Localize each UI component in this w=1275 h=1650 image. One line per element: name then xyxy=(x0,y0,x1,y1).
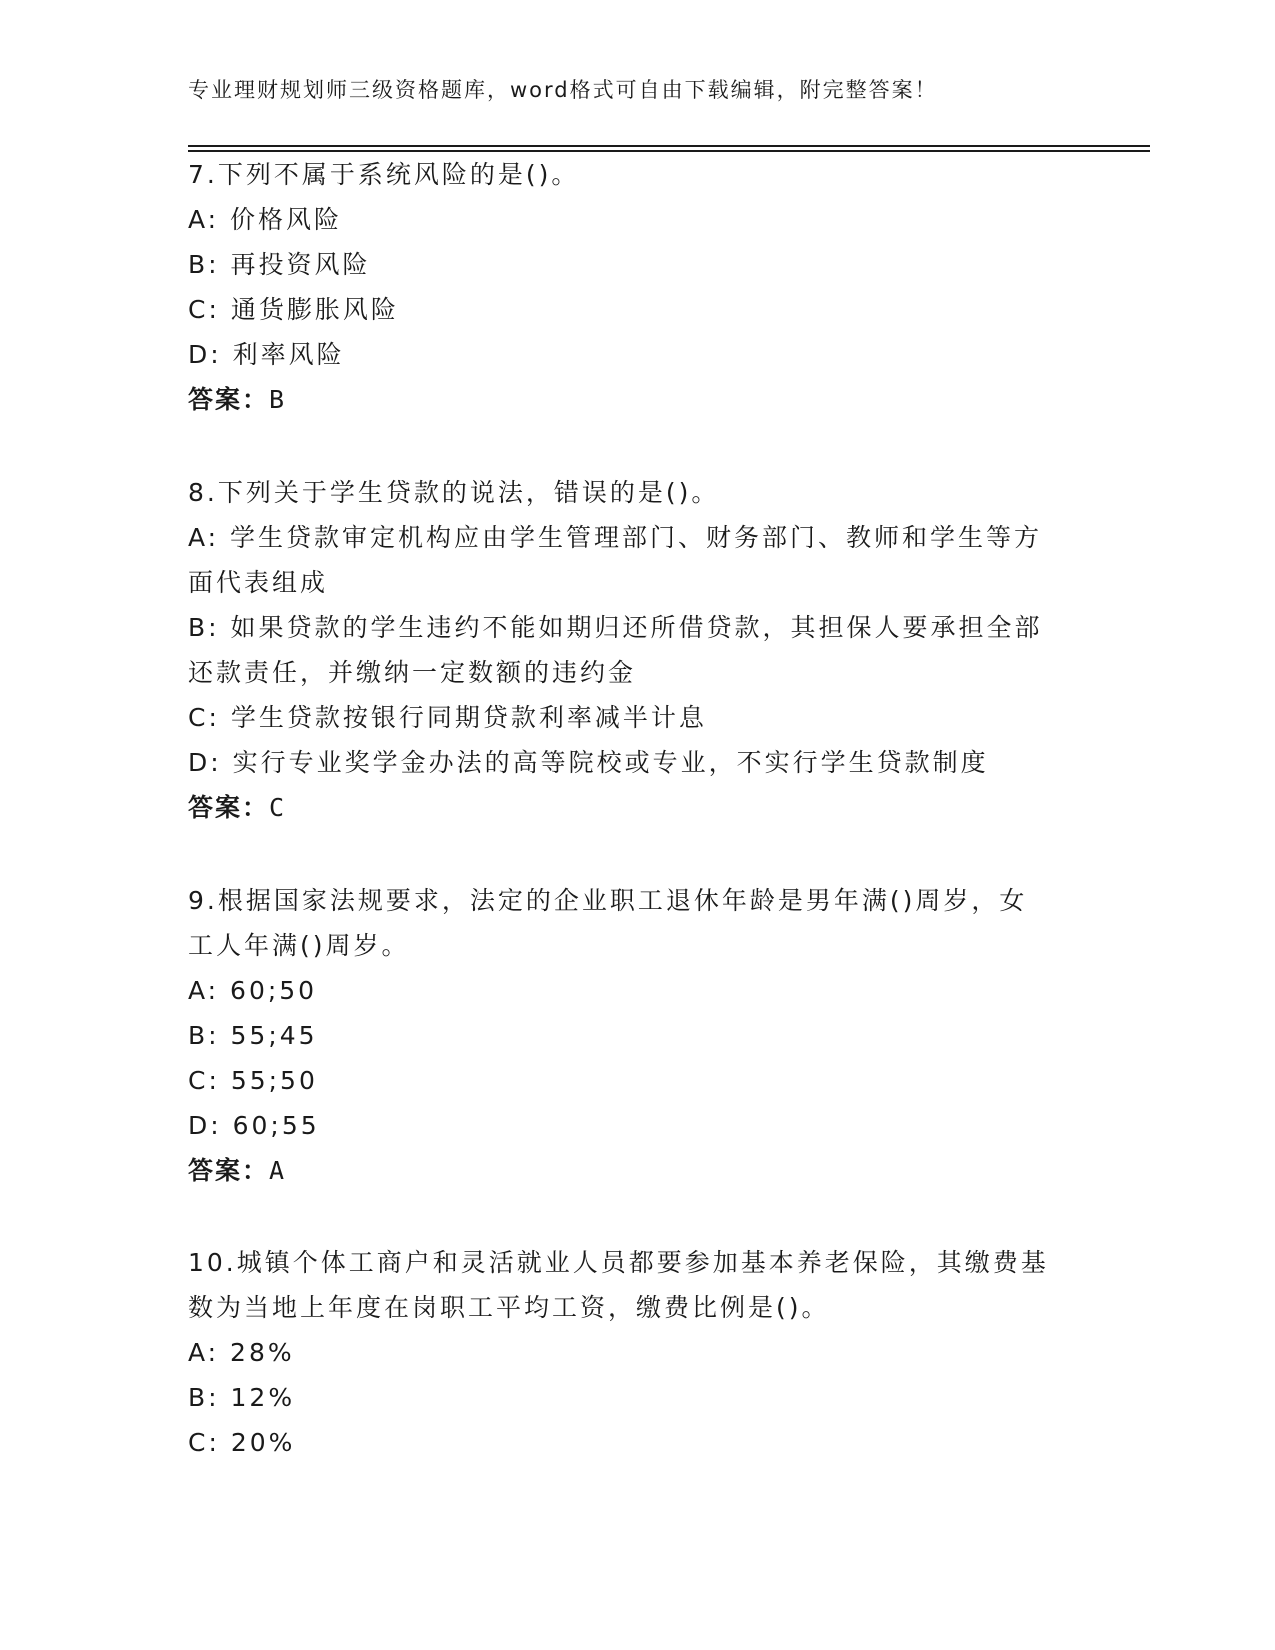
option-a: A: 学生贷款审定机构应由学生管理部门、财务部门、教师和学生等方 xyxy=(188,523,1043,552)
question-stem: 7.下列不属于系统风险的是()。 xyxy=(188,160,580,189)
option-b: B: 如果贷款的学生违约不能如期归还所借贷款，其担保人要承担全部 xyxy=(188,613,1043,642)
answer-line xyxy=(188,377,1088,422)
option-d: D: 利率风险 xyxy=(188,340,345,369)
option-d: D: 60;55 xyxy=(188,1111,320,1140)
option-d: D: 实行专业奖学金办法的高等院校或专业，不实行学生贷款制度 xyxy=(188,748,989,777)
answer-line xyxy=(188,1148,1088,1193)
question-10 xyxy=(188,1240,1088,1465)
option-b: B: 12% xyxy=(188,1383,296,1412)
option-b: B: 再投资风险 xyxy=(188,250,371,279)
question-7 xyxy=(188,152,1088,422)
header-rule-top xyxy=(188,145,1150,147)
question-8 xyxy=(188,470,1088,830)
answer-value: B xyxy=(269,385,287,414)
question-stem: 9.根据国家法规要求，法定的企业职工退休年龄是男年满()周岁，女 xyxy=(188,886,1028,915)
option-a: A: 60;50 xyxy=(188,976,318,1005)
option-c: C: 55;50 xyxy=(188,1066,318,1095)
option-c: C: 20% xyxy=(188,1428,296,1457)
question-stem: 8.下列关于学生贷款的说法，错误的是()。 xyxy=(188,478,720,507)
option-a: A: 28% xyxy=(188,1338,295,1367)
question-stem-continued: 数为当地上年度在岗职工平均工资，缴费比例是()。 xyxy=(188,1293,830,1322)
answer-label: 答案： xyxy=(188,385,270,414)
option-b: B: 55;45 xyxy=(188,1021,318,1050)
option-c: C: 通货膨胀风险 xyxy=(188,295,399,324)
question-stem: 10.城镇个体工商户和灵活就业人员都要参加基本养老保险，其缴费基 xyxy=(188,1248,1049,1277)
answer-label: 答案： xyxy=(188,793,270,822)
option-a: A: 价格风险 xyxy=(188,205,343,234)
answer-value: A xyxy=(269,1156,287,1185)
question-stem-continued: 工人年满()周岁。 xyxy=(188,931,410,960)
question-9 xyxy=(188,878,1088,1193)
answer-value: C xyxy=(269,793,287,822)
option-c: C: 学生贷款按银行同期贷款利率减半计息 xyxy=(188,703,707,732)
document-header: 专业理财规划师三级资格题库，word格式可自由下载编辑，附完整答案！ xyxy=(188,78,938,102)
answer-line xyxy=(188,785,1088,830)
option-b-continued: 还款责任，并缴纳一定数额的违约金 xyxy=(188,658,637,687)
option-a-continued: 面代表组成 xyxy=(188,568,329,597)
answer-label: 答案： xyxy=(188,1156,270,1185)
